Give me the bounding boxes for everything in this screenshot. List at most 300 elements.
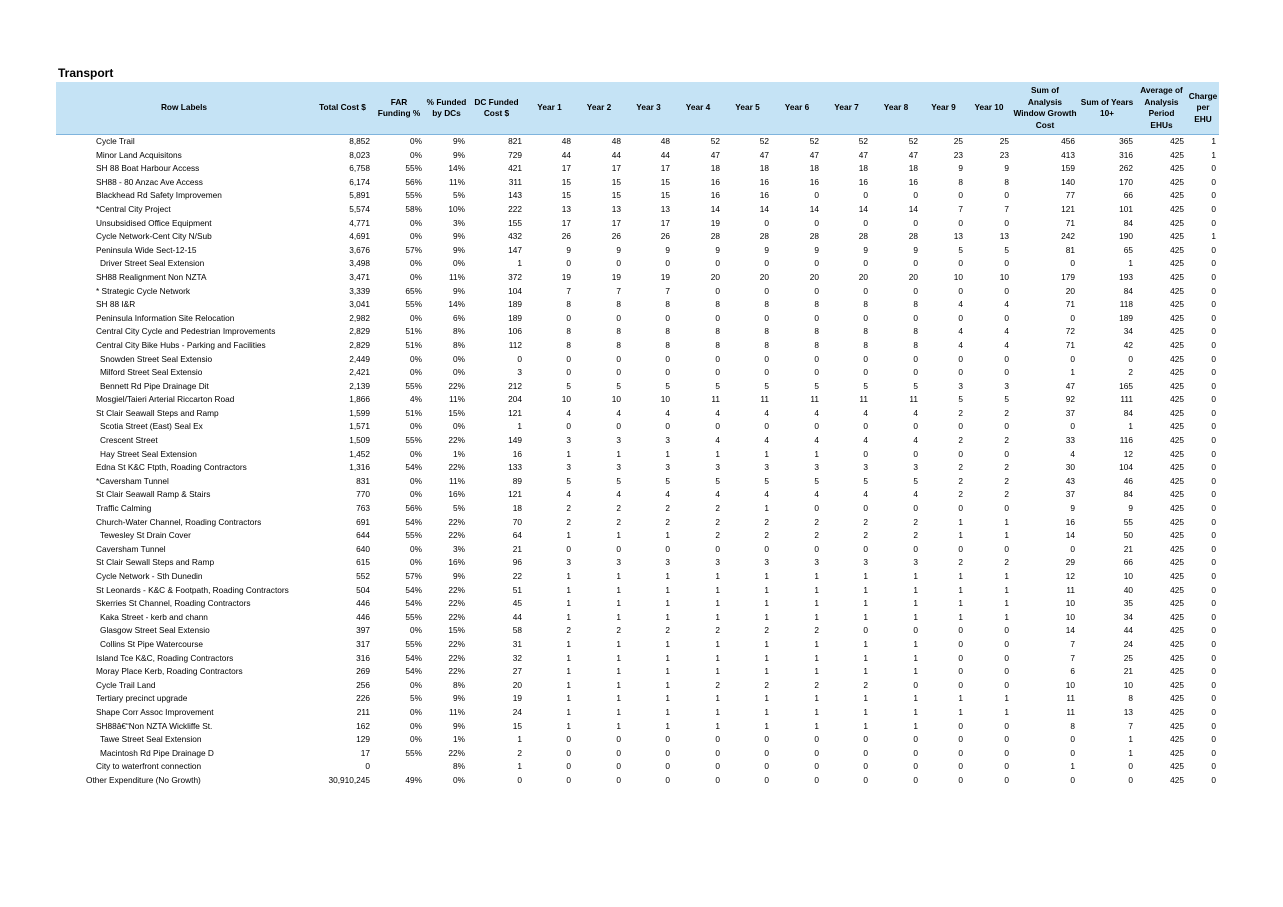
cell-value[interactable]: 0 <box>1004 367 1009 378</box>
cell-value[interactable]: 425 <box>1170 652 1184 663</box>
cell-value[interactable]: 10 <box>660 394 670 405</box>
cell-value[interactable]: 4 <box>566 489 571 500</box>
table-row[interactable] <box>56 312 1219 326</box>
cell-value[interactable]: 0 <box>1211 244 1216 255</box>
table-row[interactable] <box>56 380 1219 394</box>
cell-value[interactable]: 44 <box>611 149 621 160</box>
cell-value[interactable]: 1 <box>764 638 769 649</box>
row-label[interactable]: Central City Bike Hubs - Parking and Facilities <box>96 339 266 350</box>
cell-value[interactable]: 0 <box>764 761 769 772</box>
cell-value[interactable]: 0 <box>1211 339 1216 350</box>
cell-value[interactable]: 1,599 <box>349 407 370 418</box>
cell-value[interactable]: 0 <box>665 312 670 323</box>
cell-value[interactable]: 2 <box>1128 367 1133 378</box>
cell-value[interactable]: 0 <box>1211 598 1216 609</box>
cell-value[interactable]: 54% <box>405 584 422 595</box>
cell-value[interactable]: 0 <box>1004 312 1009 323</box>
cell-value[interactable]: 1 <box>1004 584 1009 595</box>
cell-value[interactable]: 2 <box>517 747 522 758</box>
cell-value[interactable]: 28 <box>710 231 720 242</box>
cell-value[interactable]: 1 <box>863 693 868 704</box>
cell-value[interactable]: 4 <box>1070 448 1075 459</box>
row-label[interactable]: *Caversham Tunnel <box>96 475 169 486</box>
cell-value[interactable]: 0% <box>410 217 422 228</box>
table-row[interactable] <box>56 652 1219 666</box>
cell-value[interactable]: 11 <box>1066 706 1075 717</box>
cell-value[interactable]: 16 <box>809 176 819 187</box>
cell-value[interactable]: 6,174 <box>349 176 370 187</box>
column-header[interactable]: Year 10 <box>966 82 1012 135</box>
cell-value[interactable]: 2,139 <box>349 380 370 391</box>
table-row[interactable] <box>56 407 1219 421</box>
cell-value[interactable]: 1 <box>764 448 769 459</box>
cell-value[interactable]: 0 <box>566 421 571 432</box>
cell-value[interactable]: 0 <box>764 774 769 785</box>
row-label[interactable]: SH88 Realignment Non NZTA <box>96 271 207 282</box>
cell-value[interactable]: 0 <box>863 421 868 432</box>
table-row[interactable] <box>56 747 1219 761</box>
cell-value[interactable]: 0% <box>410 734 422 745</box>
cell-value[interactable]: 425 <box>1170 598 1184 609</box>
table-row[interactable] <box>56 339 1219 353</box>
cell-value[interactable]: 1 <box>958 706 963 717</box>
cell-value[interactable]: 3 <box>517 367 522 378</box>
cell-value[interactable]: 0 <box>863 503 868 514</box>
cell-value[interactable]: 425 <box>1170 448 1184 459</box>
row-label[interactable]: St Clair Seawall Steps and Ramp <box>96 407 219 418</box>
row-label[interactable]: St Clair Sewall Steps and Ramp <box>96 557 215 568</box>
cell-value[interactable]: 0 <box>1211 489 1216 500</box>
cell-value[interactable]: 0% <box>410 543 422 554</box>
cell-value[interactable]: 425 <box>1170 584 1184 595</box>
cell-value[interactable]: 0 <box>913 258 918 269</box>
cell-value[interactable]: 189 <box>508 312 522 323</box>
cell-value[interactable]: 5 <box>764 380 769 391</box>
cell-value[interactable]: 0 <box>863 747 868 758</box>
cell-value[interactable]: 5,891 <box>349 190 370 201</box>
cell-value[interactable]: 456 <box>1061 136 1075 146</box>
cell-value[interactable]: 0 <box>958 421 963 432</box>
cell-value[interactable]: 37 <box>1065 407 1075 418</box>
cell-value[interactable]: 8 <box>913 326 918 337</box>
cell-value[interactable]: 0 <box>1211 761 1216 772</box>
cell-value[interactable]: 425 <box>1170 326 1184 337</box>
cell-value[interactable]: 425 <box>1170 761 1184 772</box>
cell-value[interactable]: 0 <box>913 543 918 554</box>
cell-value[interactable]: 1 <box>913 652 918 663</box>
cell-value[interactable]: 2,829 <box>349 326 370 337</box>
cell-value[interactable]: 1 <box>814 611 819 622</box>
cell-value[interactable]: 0 <box>1211 666 1216 677</box>
cell-value[interactable]: 316 <box>356 652 370 663</box>
cell-value[interactable]: 11% <box>449 271 465 282</box>
cell-value[interactable]: 2,829 <box>349 339 370 350</box>
cell-value[interactable]: 8 <box>1070 720 1075 731</box>
cell-value[interactable]: 2 <box>913 530 918 541</box>
cell-value[interactable]: 0 <box>814 734 819 745</box>
cell-value[interactable]: 0 <box>958 666 963 677</box>
column-header[interactable]: Row Labels <box>56 82 312 135</box>
cell-value[interactable]: 0 <box>665 258 670 269</box>
row-label[interactable]: Kaka Street - kerb and chann <box>100 611 208 622</box>
cell-value[interactable]: 425 <box>1170 693 1184 704</box>
cell-value[interactable]: 0 <box>764 285 769 296</box>
cell-value[interactable]: 9% <box>453 285 465 296</box>
cell-value[interactable]: 1 <box>958 598 963 609</box>
cell-value[interactable]: 3 <box>764 557 769 568</box>
cell-value[interactable]: 9% <box>453 720 465 731</box>
cell-value[interactable]: 5 <box>665 380 670 391</box>
cell-value[interactable]: 0% <box>410 271 422 282</box>
cell-value[interactable]: 22% <box>448 652 465 663</box>
cell-value[interactable]: 0 <box>1211 747 1216 758</box>
cell-value[interactable]: 1 <box>814 571 819 581</box>
cell-value[interactable]: 1 <box>814 706 819 717</box>
row-label[interactable]: Mosgiel/Taieri Arterial Riccarton Road <box>96 394 235 405</box>
cell-value[interactable]: 425 <box>1170 136 1184 146</box>
cell-value[interactable]: 1 <box>764 598 769 609</box>
cell-value[interactable]: 22% <box>448 516 465 527</box>
cell-value[interactable]: 0 <box>1004 543 1009 554</box>
cell-value[interactable]: 4 <box>764 435 769 446</box>
cell-value[interactable]: 0 <box>1211 394 1216 405</box>
cell-value[interactable]: 425 <box>1170 720 1184 731</box>
cell-value[interactable]: 22% <box>448 666 465 677</box>
cell-value[interactable]: 4 <box>863 407 868 418</box>
cell-value[interactable]: 5 <box>1004 394 1009 405</box>
cell-value[interactable]: 47 <box>759 149 769 160</box>
cell-value[interactable]: 1 <box>665 448 670 459</box>
cell-value[interactable]: 13 <box>660 203 670 214</box>
cell-value[interactable]: 4 <box>764 407 769 418</box>
cell-value[interactable]: 47 <box>710 149 720 160</box>
cell-value[interactable]: 11% <box>449 475 465 486</box>
cell-value[interactable]: 54% <box>405 462 422 473</box>
cell-value[interactable]: 425 <box>1170 516 1184 527</box>
cell-value[interactable]: 2 <box>863 679 868 690</box>
cell-value[interactable]: 1 <box>1211 149 1216 160</box>
cell-value[interactable]: 15 <box>561 190 571 201</box>
cell-value[interactable]: 57% <box>405 571 422 581</box>
cell-value[interactable]: 3 <box>665 557 670 568</box>
cell-value[interactable]: 0 <box>1070 421 1075 432</box>
cell-value[interactable]: 34 <box>1123 611 1133 622</box>
cell-value[interactable]: 9% <box>453 231 465 242</box>
cell-value[interactable]: 25 <box>1123 652 1133 663</box>
cell-value[interactable]: 256 <box>356 679 370 690</box>
cell-value[interactable]: 2 <box>863 516 868 527</box>
cell-value[interactable]: 204 <box>508 394 522 405</box>
table-row[interactable] <box>56 556 1219 570</box>
column-header[interactable]: Year 6 <box>772 82 822 135</box>
cell-value[interactable]: 16 <box>759 176 769 187</box>
cell-value[interactable]: 9% <box>453 136 465 146</box>
cell-value[interactable]: 0% <box>453 774 465 785</box>
cell-value[interactable]: 425 <box>1170 380 1184 391</box>
cell-value[interactable]: 1 <box>1004 516 1009 527</box>
cell-value[interactable]: 2 <box>958 407 963 418</box>
cell-value[interactable]: 1 <box>764 693 769 704</box>
cell-value[interactable]: 0 <box>1211 516 1216 527</box>
cell-value[interactable]: 413 <box>1061 149 1075 160</box>
cell-value[interactable]: 1 <box>764 706 769 717</box>
cell-value[interactable]: 84 <box>1123 217 1133 228</box>
column-header[interactable]: Charge per EHU <box>1187 82 1219 135</box>
cell-value[interactable]: 24 <box>512 706 522 717</box>
cell-value[interactable]: 0 <box>863 367 868 378</box>
cell-value[interactable]: 32 <box>512 652 522 663</box>
cell-value[interactable]: 189 <box>508 299 522 310</box>
row-label[interactable]: St Leonards - K&C & Footpath, Roading Contractors <box>96 584 289 595</box>
cell-value[interactable]: 1 <box>616 584 621 595</box>
cell-value[interactable]: 1 <box>764 611 769 622</box>
table-row[interactable] <box>56 543 1219 557</box>
cell-value[interactable]: 0 <box>814 747 819 758</box>
cell-value[interactable]: 425 <box>1170 543 1184 554</box>
cell-value[interactable]: 28 <box>908 231 918 242</box>
column-header[interactable]: FAR Funding % <box>373 82 425 135</box>
cell-value[interactable]: 0 <box>1211 625 1216 636</box>
cell-value[interactable]: 1 <box>863 720 868 731</box>
cell-value[interactable]: 0% <box>410 421 422 432</box>
cell-value[interactable]: 71 <box>1065 217 1075 228</box>
cell-value[interactable]: 1 <box>913 693 918 704</box>
cell-value[interactable]: 1 <box>764 571 769 581</box>
cell-value[interactable]: 129 <box>356 734 370 745</box>
cell-value[interactable]: 425 <box>1170 367 1184 378</box>
cell-value[interactable]: 3 <box>665 462 670 473</box>
cell-value[interactable]: 0 <box>715 312 720 323</box>
cell-value[interactable]: 3,676 <box>349 244 370 255</box>
cell-value[interactable]: 8 <box>764 339 769 350</box>
cell-value[interactable]: 50 <box>1123 530 1133 541</box>
cell-value[interactable]: 1 <box>1128 258 1133 269</box>
cell-value[interactable]: 0 <box>715 774 720 785</box>
cell-value[interactable]: 121 <box>508 407 522 418</box>
cell-value[interactable]: 0 <box>517 353 522 364</box>
column-header[interactable]: Year 9 <box>921 82 966 135</box>
cell-value[interactable]: 15 <box>512 720 522 731</box>
cell-value[interactable]: 10% <box>448 203 465 214</box>
cell-value[interactable]: 3 <box>913 462 918 473</box>
cell-value[interactable]: 2 <box>958 435 963 446</box>
cell-value[interactable]: 1 <box>665 638 670 649</box>
cell-value[interactable]: 8 <box>616 326 621 337</box>
cell-value[interactable]: 0 <box>863 774 868 785</box>
cell-value[interactable]: 0 <box>958 448 963 459</box>
cell-value[interactable]: 0 <box>814 543 819 554</box>
cell-value[interactable]: 1 <box>715 584 720 595</box>
cell-value[interactable]: 1 <box>616 720 621 731</box>
row-label[interactable]: Tawe Street Seal Extension <box>100 734 202 745</box>
cell-value[interactable]: 212 <box>508 380 522 391</box>
cell-value[interactable]: 0 <box>1004 448 1009 459</box>
cell-value[interactable]: 425 <box>1170 353 1184 364</box>
cell-value[interactable]: 0 <box>863 625 868 636</box>
cell-value[interactable]: 425 <box>1170 176 1184 187</box>
cell-value[interactable]: 1 <box>566 706 571 717</box>
cell-value[interactable]: 425 <box>1170 747 1184 758</box>
cell-value[interactable]: 0 <box>1211 543 1216 554</box>
cell-value[interactable]: 9% <box>453 571 465 581</box>
cell-value[interactable]: 1 <box>1070 761 1075 772</box>
cell-value[interactable]: 2 <box>1004 557 1009 568</box>
cell-value[interactable]: 179 <box>1061 271 1075 282</box>
cell-value[interactable]: 425 <box>1170 285 1184 296</box>
cell-value[interactable]: 425 <box>1170 407 1184 418</box>
cell-value[interactable]: 55% <box>405 530 422 541</box>
cell-value[interactable]: 211 <box>356 706 370 717</box>
table-row[interactable] <box>56 257 1219 271</box>
cell-value[interactable]: 0 <box>1004 285 1009 296</box>
cell-value[interactable]: 30 <box>1065 462 1075 473</box>
cell-value[interactable]: 691 <box>356 516 370 527</box>
cell-value[interactable]: 1 <box>616 448 621 459</box>
cell-value[interactable]: 1 <box>665 571 670 581</box>
cell-value[interactable]: 0 <box>958 217 963 228</box>
cell-value[interactable]: 2 <box>1004 435 1009 446</box>
cell-value[interactable]: 0 <box>616 543 621 554</box>
cell-value[interactable]: 31 <box>512 638 522 649</box>
cell-value[interactable]: 425 <box>1170 435 1184 446</box>
cell-value[interactable]: 57% <box>405 244 422 255</box>
cell-value[interactable]: 0 <box>958 367 963 378</box>
cell-value[interactable]: 55 <box>1123 516 1133 527</box>
cell-value[interactable]: 4 <box>913 435 918 446</box>
cell-value[interactable]: 425 <box>1170 217 1184 228</box>
cell-value[interactable]: 425 <box>1170 339 1184 350</box>
cell-value[interactable]: 22% <box>448 380 465 391</box>
cell-value[interactable]: 425 <box>1170 666 1184 677</box>
cell-value[interactable]: 17 <box>561 217 571 228</box>
table-row[interactable] <box>56 679 1219 693</box>
cell-value[interactable]: 2 <box>764 516 769 527</box>
cell-value[interactable]: 89 <box>512 475 522 486</box>
cell-value[interactable]: 0 <box>715 285 720 296</box>
cell-value[interactable]: 189 <box>1119 312 1133 323</box>
cell-value[interactable]: 12 <box>1065 571 1075 581</box>
cell-value[interactable]: 0% <box>410 706 422 717</box>
cell-value[interactable]: 55% <box>405 190 422 201</box>
cell-value[interactable]: 6% <box>453 312 465 323</box>
cell-value[interactable]: 0 <box>1211 217 1216 228</box>
cell-value[interactable]: 8 <box>715 339 720 350</box>
cell-value[interactable]: 0% <box>410 448 422 459</box>
cell-value[interactable]: 81 <box>1065 244 1075 255</box>
cell-value[interactable]: 1 <box>1004 706 1009 717</box>
cell-value[interactable]: 1 <box>715 638 720 649</box>
cell-value[interactable]: 8 <box>566 339 571 350</box>
cell-value[interactable]: 121 <box>1061 203 1075 214</box>
cell-value[interactable]: 143 <box>508 190 522 201</box>
table-row[interactable] <box>56 149 1219 163</box>
cell-value[interactable]: 0 <box>958 747 963 758</box>
cell-value[interactable]: 9 <box>566 244 571 255</box>
cell-value[interactable]: 1 <box>1128 421 1133 432</box>
cell-value[interactable]: 425 <box>1170 394 1184 405</box>
cell-value[interactable]: 1 <box>913 611 918 622</box>
row-label[interactable]: Minor Land Acquisitons <box>96 149 182 160</box>
table-row[interactable] <box>56 624 1219 638</box>
cell-value[interactable]: 1 <box>863 598 868 609</box>
row-label[interactable]: St Clair Seawall Ramp & Stairs <box>96 489 211 500</box>
cell-value[interactable]: 0 <box>1004 353 1009 364</box>
cell-value[interactable]: 425 <box>1170 244 1184 255</box>
table-row[interactable] <box>56 285 1219 299</box>
cell-value[interactable]: 0 <box>913 761 918 772</box>
cell-value[interactable]: 0 <box>665 543 670 554</box>
cell-value[interactable]: 0 <box>566 258 571 269</box>
cell-value[interactable]: 1 <box>958 516 963 527</box>
cell-value[interactable]: 11 <box>1066 693 1075 704</box>
cell-value[interactable]: 4 <box>814 435 819 446</box>
cell-value[interactable]: 0 <box>566 734 571 745</box>
cell-value[interactable]: 2 <box>616 516 621 527</box>
cell-value[interactable]: 0 <box>715 353 720 364</box>
cell-value[interactable]: 0 <box>1211 462 1216 473</box>
cell-value[interactable]: 5 <box>913 475 918 486</box>
cell-value[interactable]: 1 <box>913 706 918 717</box>
cell-value[interactable]: 425 <box>1170 271 1184 282</box>
cell-value[interactable]: 425 <box>1170 149 1184 160</box>
cell-value[interactable]: 0 <box>1211 571 1216 581</box>
cell-value[interactable]: 8 <box>715 299 720 310</box>
cell-value[interactable]: 0 <box>1211 652 1216 663</box>
cell-value[interactable]: 269 <box>356 666 370 677</box>
cell-value[interactable]: 10 <box>1123 571 1133 581</box>
cell-value[interactable]: 84 <box>1123 489 1133 500</box>
table-row[interactable] <box>56 189 1219 203</box>
row-label[interactable]: Traffic Calming <box>96 503 152 514</box>
cell-value[interactable]: 1% <box>453 734 465 745</box>
cell-value[interactable]: 0 <box>958 638 963 649</box>
cell-value[interactable]: 7 <box>1070 638 1075 649</box>
column-header[interactable]: Sum of Analysis Window Growth Cost <box>1012 82 1078 135</box>
cell-value[interactable]: 0 <box>863 285 868 296</box>
cell-value[interactable]: 11% <box>449 176 465 187</box>
cell-value[interactable]: 70 <box>512 516 522 527</box>
cell-value[interactable]: 55% <box>405 638 422 649</box>
cell-value[interactable]: 3,471 <box>349 271 370 282</box>
cell-value[interactable]: 0 <box>814 503 819 514</box>
cell-value[interactable]: 0 <box>1211 435 1216 446</box>
cell-value[interactable]: 15 <box>660 176 670 187</box>
cell-value[interactable]: 425 <box>1170 299 1184 310</box>
cell-value[interactable]: 0 <box>913 285 918 296</box>
cell-value[interactable]: 14 <box>858 203 868 214</box>
cell-value[interactable]: 3 <box>616 435 621 446</box>
cell-value[interactable]: 1 <box>566 584 571 595</box>
cell-value[interactable]: 13 <box>953 231 963 242</box>
cell-value[interactable]: 1 <box>913 584 918 595</box>
cell-value[interactable]: 4 <box>764 489 769 500</box>
cell-value[interactable]: 37 <box>1065 489 1075 500</box>
row-label[interactable]: Cycle Trail <box>96 136 135 146</box>
cell-value[interactable]: 18 <box>759 163 769 174</box>
cell-value[interactable]: 425 <box>1170 611 1184 622</box>
cell-value[interactable]: 8% <box>453 326 465 337</box>
cell-value[interactable]: 20 <box>512 679 522 690</box>
row-label[interactable]: Collins St Pipe Watercourse <box>100 638 203 649</box>
cell-value[interactable]: 1 <box>616 666 621 677</box>
cell-value[interactable]: 51 <box>512 584 522 595</box>
cell-value[interactable]: 0 <box>715 747 720 758</box>
cell-value[interactable]: 121 <box>508 489 522 500</box>
table-row[interactable] <box>56 393 1219 407</box>
cell-value[interactable]: 5 <box>715 380 720 391</box>
cell-value[interactable]: 9 <box>715 244 720 255</box>
cell-value[interactable]: 0 <box>958 190 963 201</box>
